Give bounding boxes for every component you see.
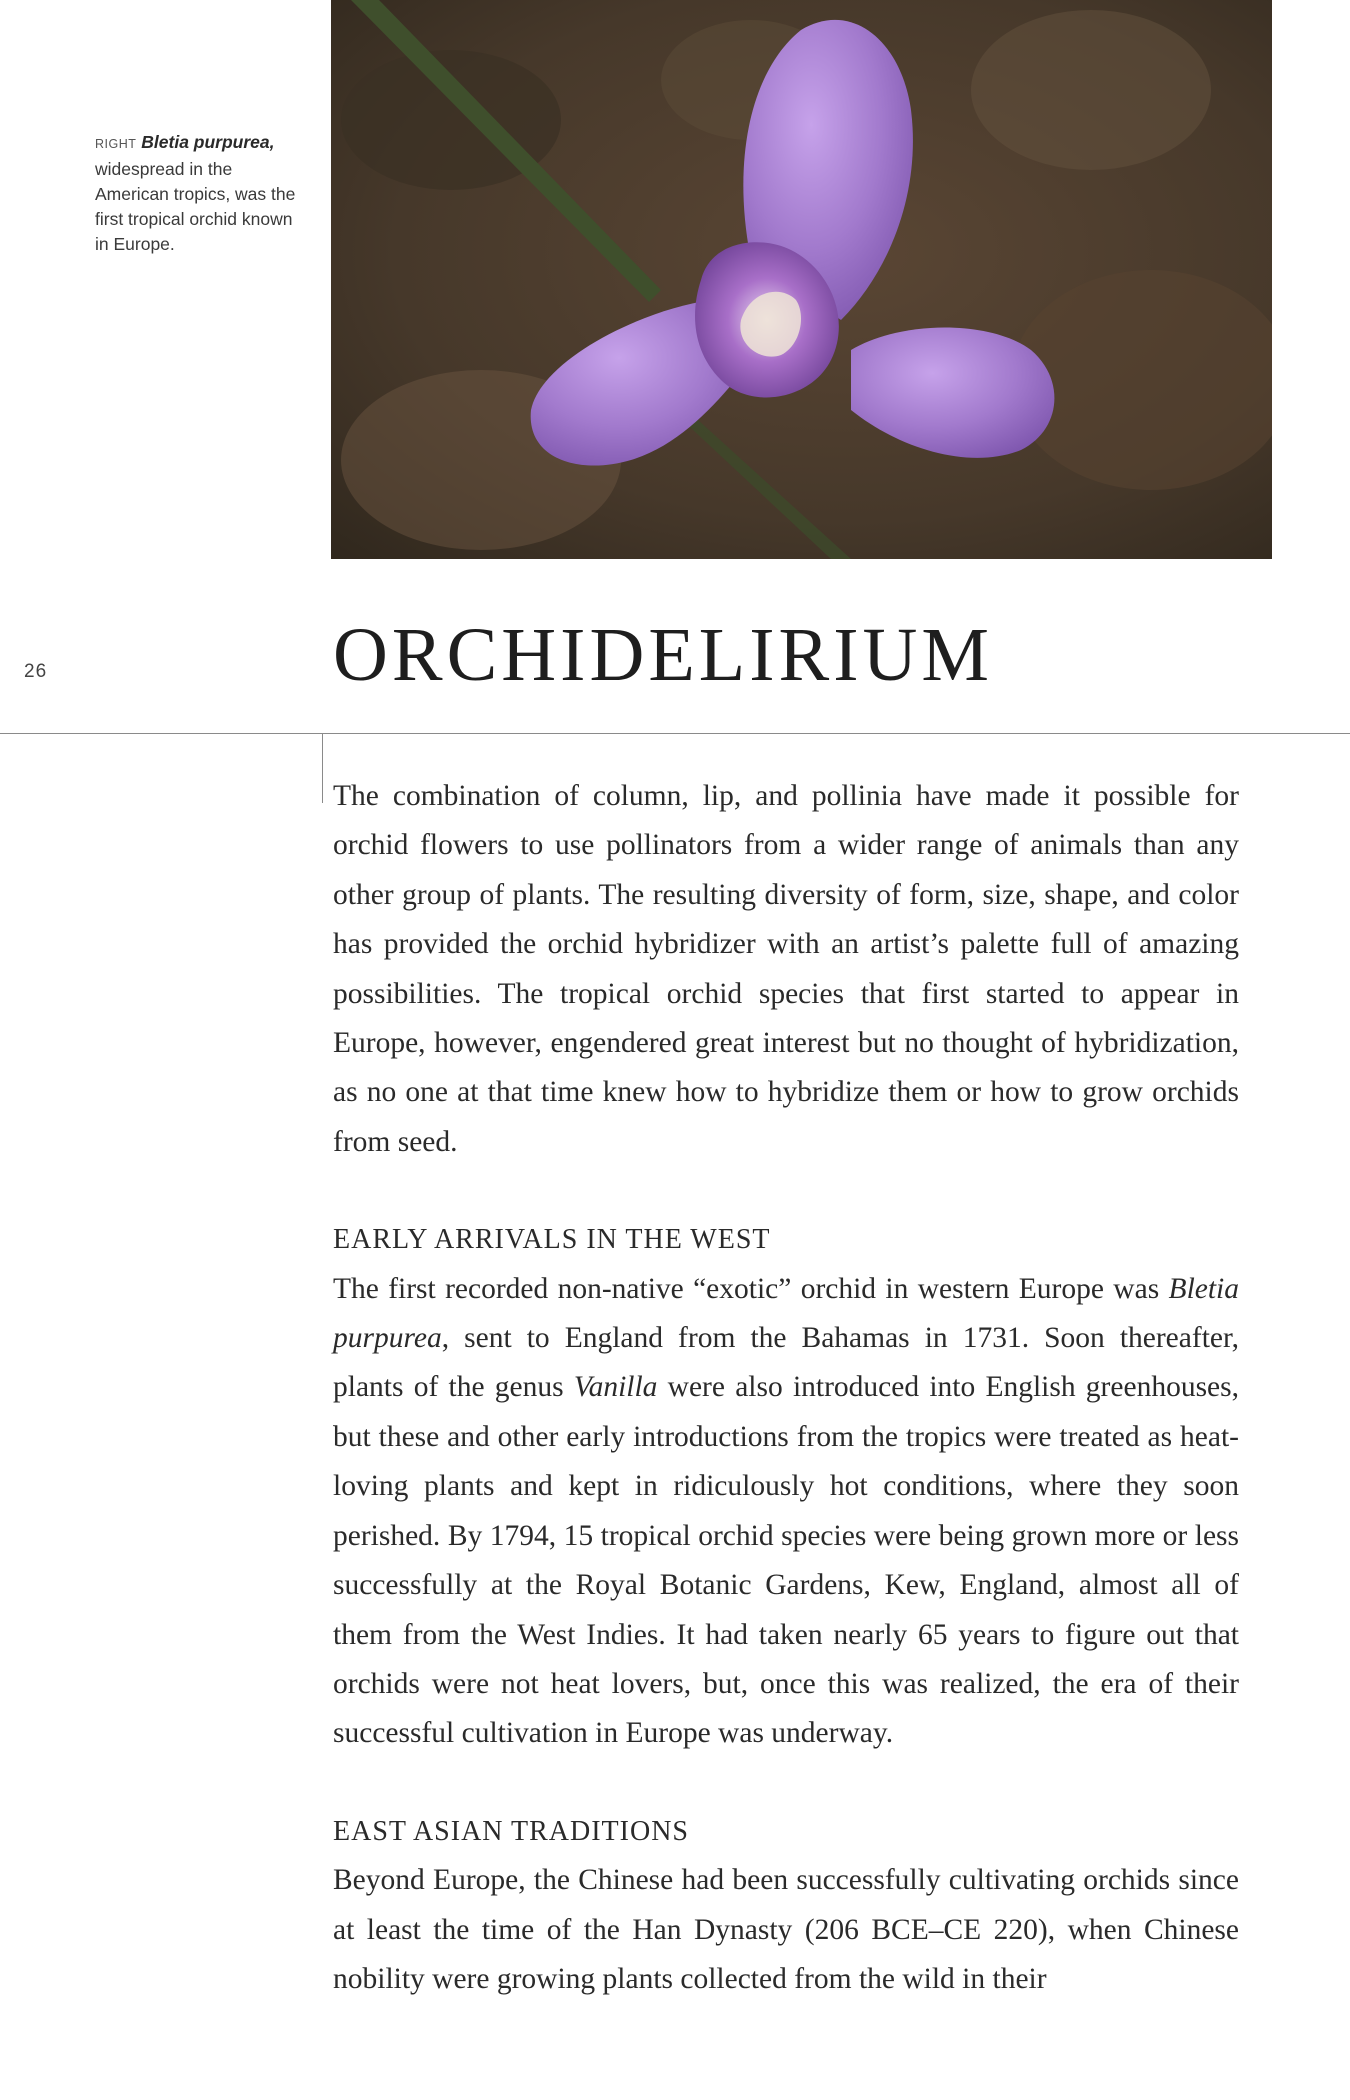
caption-label: RIGHT: [95, 137, 137, 151]
caption-species: Bletia purpurea,: [141, 132, 275, 152]
early-arrivals-text-2: , sent to England from the Bahamas in 1731. Soon thereafter, plants of the genus: [333, 1322, 1239, 1404]
caption-text: widespread in the American tropics, was the first tropical orchid known in Europe.: [95, 159, 296, 254]
section-heading-east-asian: EAST ASIAN TRADITIONS: [333, 1815, 689, 1847]
paragraph-gap: [333, 1759, 1239, 1807]
early-arrivals-text-1: The first recorded non-native “exotic” orchid in western Europe was: [333, 1272, 1169, 1305]
header-rule-tick: [322, 733, 323, 803]
chapter-title: ORCHIDELIRIUM: [333, 613, 993, 697]
header-rule: [0, 733, 1350, 734]
early-arrivals-text-3: were also introduced into English greenhouses, but these and other early introductions from the tropics were treated as heat-loving plants and kept in ridiculously hot conditions, where they soon perished. By 1794, 15 tropical orchid species were being grown more or less successfully at the Royal Botanic Gardens, Kew, England, almost all of them from the West Indies. It had taken nearly 65 years to figure out that orchids were not heat lovers, but, once this was realized, the era of their successful cultivation in Europe was underway.: [333, 1371, 1240, 1750]
section-heading-early-arrivals: EARLY ARRIVALS IN THE WEST: [333, 1224, 771, 1256]
east-asian-paragraph: Beyond Europe, the Chinese had been successfully cultivating orchids since at least the time of the Han Dynasty (206 BCE–CE 220), when Chinese nobility were growing plants collected from the wild in their: [333, 1864, 1239, 1995]
body-column: [333, 772, 1239, 2004]
intro-paragraph: The combination of column, lip, and pollinia have made it possible for orchid flowers to use pollinators from a wider range of animals than any other group of plants. The resulting diversity of form, size, shape, and color has provided the orchid hybridizer with an artist’s palette full of amazing possibilities. The tropical orchid species that first started to appear in Europe, however, engendered great interest but no thought of hybridization, as no one at that time knew how to hybridize them or how to grow orchids from seed.: [333, 780, 1239, 1158]
early-arrivals-italic-vanilla: Vanilla: [573, 1371, 658, 1404]
early-arrivals-italic-bletia: Bletia purpurea: [333, 1272, 1239, 1355]
page-number: 26: [24, 661, 48, 682]
early-arrivals-paragraph: [333, 1265, 1239, 1759]
orchid-photo: [331, 0, 1272, 559]
photo-caption: [95, 130, 305, 257]
paragraph-gap: [333, 1167, 1239, 1215]
